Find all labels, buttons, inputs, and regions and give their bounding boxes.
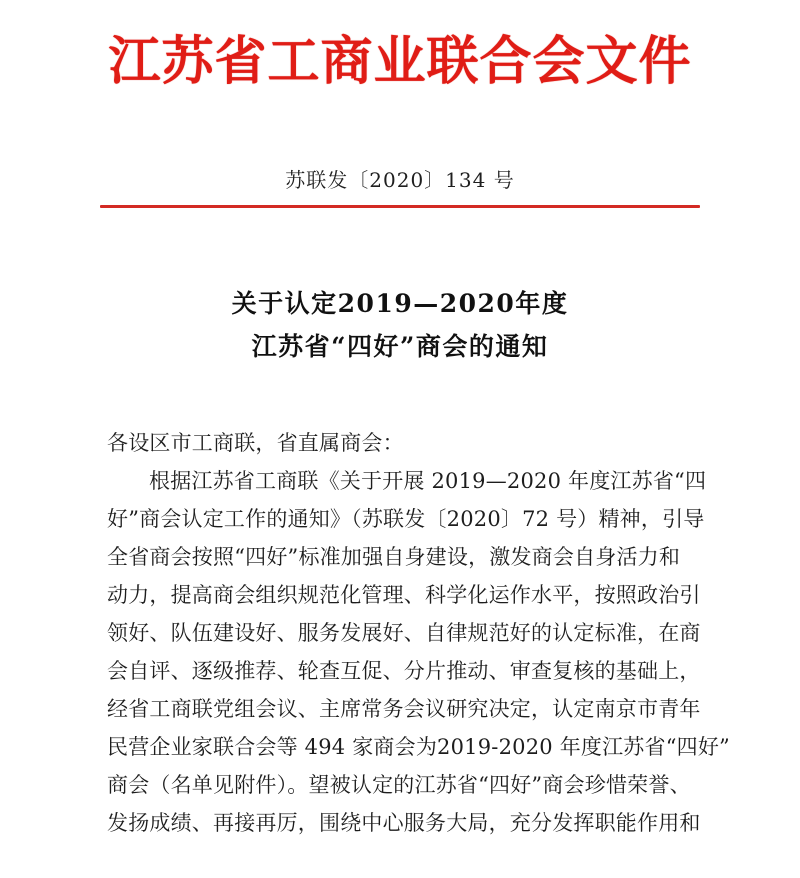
- body-line: 经省工商联党组会议、主席常务会议研究决定，认定南京市青年: [107, 697, 701, 721]
- salutation: 各设区市工商联，省直属商会：: [107, 431, 404, 455]
- document-title: [0, 282, 800, 368]
- body-line: 商会（名单见附件）。望被认定的江苏省“四好”商会珍惜荣誉、: [107, 773, 691, 797]
- masthead: [0, 31, 800, 92]
- body-line: 根据江苏省工商联《关于开展 2019—2020 年度江苏省“四: [149, 469, 707, 493]
- body-line: 全省商会按照“四好”标准加强自身建设，激发商会自身活力和: [107, 545, 681, 569]
- title-line-1: 关于认定2019—2020年度: [231, 289, 569, 318]
- red-divider-rule: [100, 205, 700, 208]
- document-body: [107, 424, 730, 842]
- body-line: 动力，提高商会组织规范化管理、科学化运作水平，按照政治引: [107, 583, 701, 607]
- title-line-2: 江苏省“四好”商会的通知: [251, 332, 549, 361]
- body-line: 发扬成绩、再接再厉，围绕中心服务大局，充分发挥职能作用和: [107, 811, 701, 835]
- body-line: 会自评、逐级推荐、轮查互促、分片推动、审查复核的基础上，: [107, 659, 701, 683]
- body-line: 好”商会认定工作的通知》（苏联发〔2020〕72 号）精神，引导: [107, 507, 705, 531]
- document-number: 苏联发〔2020〕134 号: [285, 168, 515, 192]
- masthead-title: 江苏省工商业联合会文件: [108, 31, 692, 92]
- body-line: 领好、队伍建设好、服务发展好、自律规范好的认定标准，在商: [107, 621, 701, 645]
- body-line: 民营企业家联合会等 494 家商会为2019-2020 年度江苏省“四好”: [107, 735, 730, 759]
